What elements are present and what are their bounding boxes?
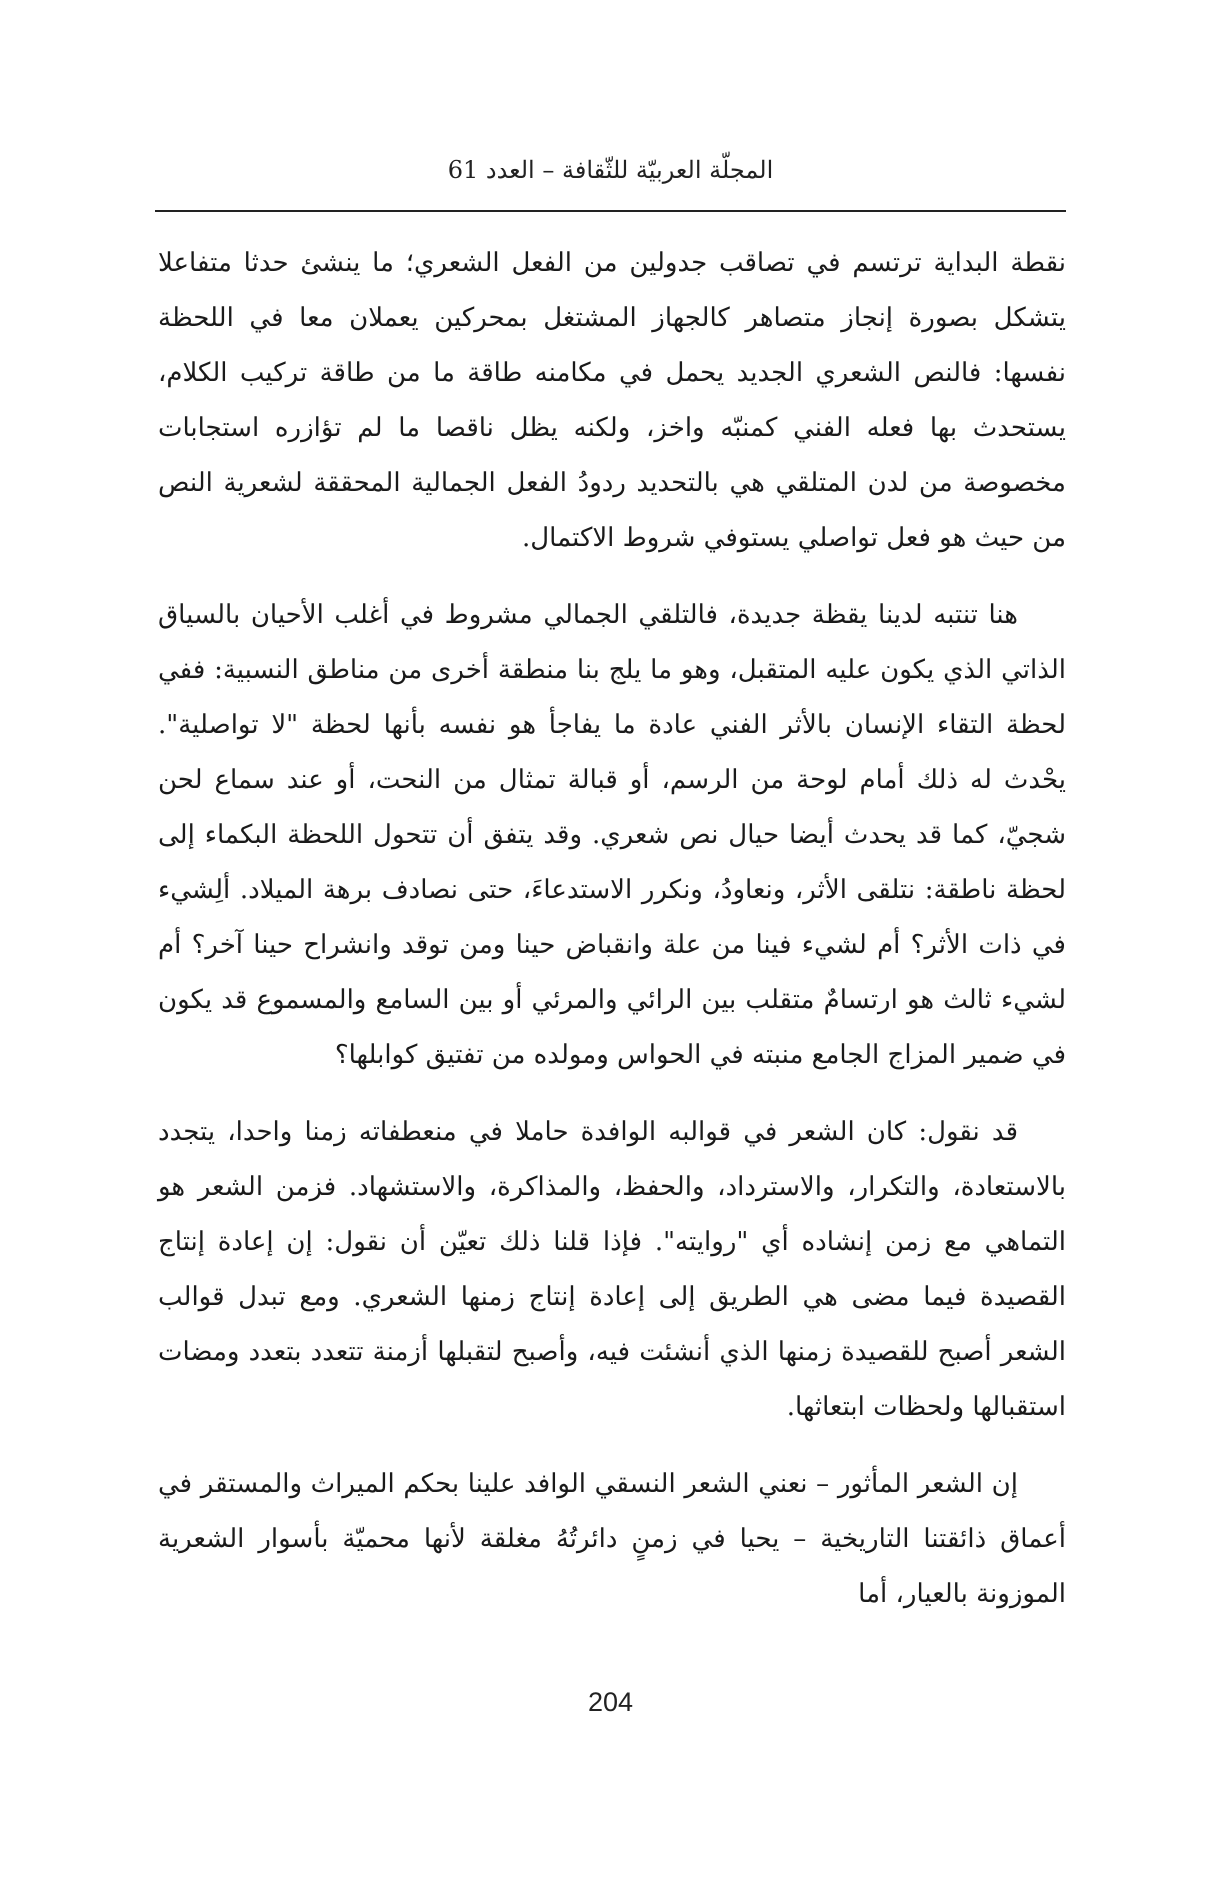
body-text — [158, 236, 1066, 1644]
header-divider — [155, 210, 1066, 212]
paragraph-4: إن الشعر المأثور – نعني الشعر النسقي الوافد علينا بحكم الميراث والمستقر في أعماق ذائقتنا التاريخية – يحيا في زمنٍ دائرتُهُ مغلقة لأنها محميّة بأسوار الشعرية الموزونة بالعيار، أما — [158, 1469, 1066, 1609]
page-number: 204 — [587, 1687, 634, 1717]
paragraph-3: قد نقول: كان الشعر في قوالبه الوافدة حاملا في منعطفاته زمنا واحدا، يتجدد بالاستعادة، والتكرار، والاسترداد، والحفظ، والمذاكرة، والاستشهاد. فزمن الشعر هو التماهي مع زمن إنشاده أي "روايته". فإذا قلنا ذلك تعيّن أن نقول: إن إعادة إنتاج القصيدة فيما مضى هي الطريق إلى إعادة إنتاج زمنها الشعري. ومع تبدل قوالب الشعر أصبح للقصيدة زمنها الذي أنشئت فيه، وأصبح لتقبلها أزمنة تتعدد بتعدد ومضات استقبالها ولحظات ابتعاثها. — [158, 1117, 1066, 1422]
paragraph-2: هنا تنتبه لدينا يقظة جديدة، فالتلقي الجمالي مشروط في أغلب الأحيان بالسياق الذاتي الذي يكون عليه المتقبل، وهو ما يلج بنا منطقة أخرى من مناطق النسبية: ففي لحظة التقاء الإنسان بالأثر الفني عادة ما يفاجأ هو نفسه بأنها لحظة "لا تواصلية". يحْدث له ذلك أمام لوحة من الرسم، أو قبالة تمثال من النحت، أو عند سماع لحن شجيّ، كما قد يحدث أيضا حيال نص شعري. وقد يتفق أن تتحول اللحظة البكماء إلى لحظة ناطقة: نتلقى الأثر، ونعاودُ، ونكرر الاستدعاءَ، حتى نصادف برهة الميلاد. ألِشيء في ذات الأثر؟ أم لشيء فينا من علة وانقباض حينا ومن توقد وانشراح حينا آخر؟ أم لشيء ثالث هو ارتسامٌ متقلب بين الرائي والمرئي أو بين السامع والمسموع قد يكون في ضمير المزاج الجامع منبته في الحواس ومولده من تفتيق كوابلها؟ — [158, 600, 1066, 1070]
paragraph-1: نقطة البداية ترتسم في تصاقب جدولين من الفعل الشعري؛ ما ينشئ حدثا متفاعلا يتشكل بصورة إنجاز متصاهر كالجهاز المشتغل بمحركين يعملان معا في اللحظة نفسها: فالنص الشعري الجديد يحمل في مكامنه طاقة ما من طاقة تركيب الكلام، يستحدث بها فعله الفني كمنبّه واخز، ولكنه يظل ناقصا ما لم تؤازره استجابات مخصوصة من لدن المتلقي هي بالتحديد ردودُ الفعل الجمالية المحققة لشعرية النص من حيث هو فعل تواصلي يستوفي شروط الاكتمال. — [158, 248, 1066, 553]
running-header: المجلّة العربيّة للثّقافة – العدد 61 — [447, 156, 774, 184]
